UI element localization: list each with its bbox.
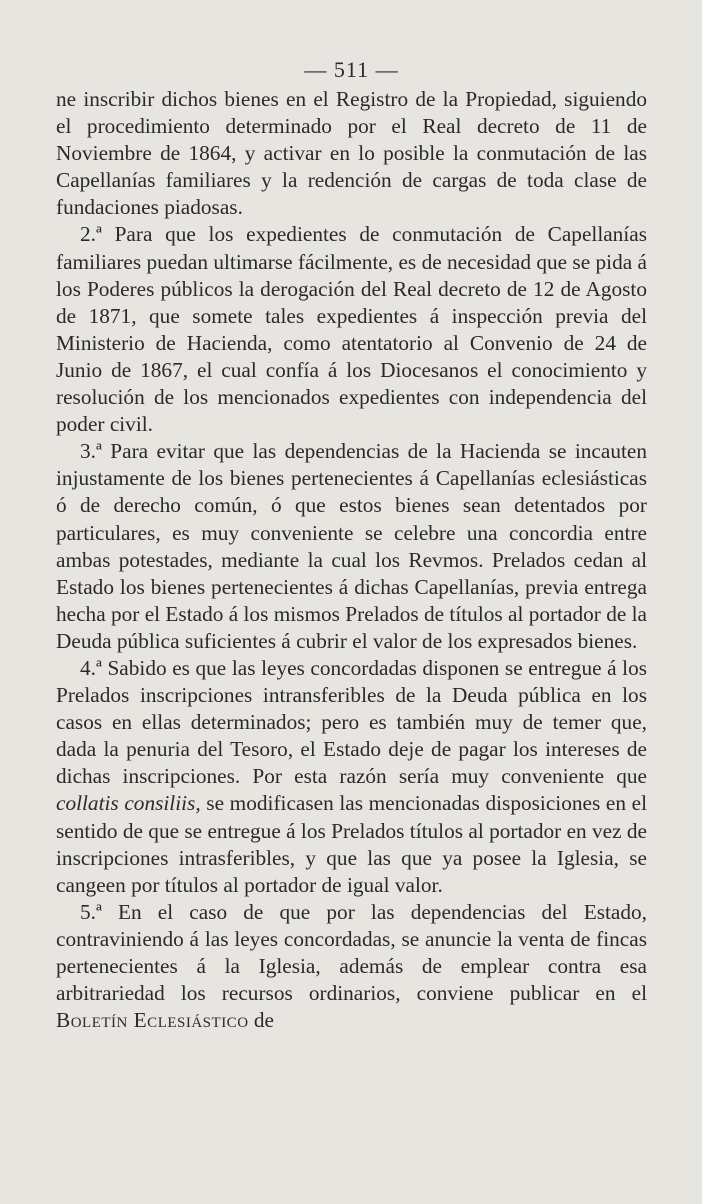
paragraph-number: 3.ª [80,439,102,464]
paragraph-number: 2.ª [80,222,102,247]
paragraph-1-continuation [56,86,647,221]
paragraph-text: Para que los expedientes de conmutación de Capellanías familiares puedan ultimarse fácilmente, es de necesidad que se pida á los Poderes públicos la derogación del Real decreto de 12 de Agosto de 1871, que somete tales expedientes á inspección previa del Ministerio de Hacienda, como atentatorio al Convenio de 24 de Junio de 1867, el cual confía á los Diocesanos el conocimiento y resolución de los mencionados expedientes con independencia del poder civil. [56,222,647,437]
paragraph-5 [56,899,647,1034]
paragraph-text: ne inscribir dichos bienes en el Registro de la Propiedad, siguiendo el procedimiento determinado por el Real decreto de 11 de Noviembre de 1864, y activar en lo posible la conmutación de las Capellanías familiares y la redención de cargas de toda clase de fundaciones piadosas. [56,87,647,220]
page-body [56,86,647,1034]
publication-title: Boletín Eclesiástico [56,1008,249,1033]
paragraph-text: Sabido es que las leyes concordadas disponen se entregue á los Prelados inscripciones intransferibles de la Deuda pública en los casos en ellas determinados; pero es también muy de temer que, dada la penuria del Tesoro, el Estado deje de pagar los intereses de dichas inscripciones. Por esta razón sería muy conveniente que [56,655,648,789]
page-number: — 511 — [304,57,399,82]
paragraph-number: 4.ª [80,655,102,680]
paragraph-number: 5.ª [80,899,102,924]
paragraph-4 [56,655,647,899]
paragraph-text: Para evitar que las dependencias de la Hacienda se incauten injustamente de los bienes pertenecientes á Capellanías eclesiásticas ó de derecho común, ó que estos bienes sean detentados por particulares, es muy conveniente se celebre una concordia entre ambas potestades, mediante la cual los Revmos. Prelados cedan al Estado los bienes pertenecientes á dichas Capellanías, previa entrega hecha por el Estado á los mismos Prelados de títulos al portador de la Deuda pública suficientes á cubrir el valor de los expresados bienes. [56,439,648,653]
paragraph-text: se modificasen las mencionadas disposiciones en el sentido de que se entregue á los Prelados títulos al portador en vez de inscripciones intrasferibles, y que las que ya posee la Iglesia, se cangeen por títulos al portador de igual valor. [56,791,647,897]
paragraph-text: En el caso de que por las dependencias del Estado, contraviniendo á las leyes concordadas, se anuncie la venta de fincas pertenecientes á la Iglesia, además de emplear contra esa arbitrariedad los recursos ordinarios, conviene publicar en el [56,899,647,1006]
paragraph-2 [56,221,647,438]
paragraph-3 [56,438,647,655]
paragraph-text: de [253,1008,274,1033]
latin-phrase: collatis consiliis, [56,791,201,816]
